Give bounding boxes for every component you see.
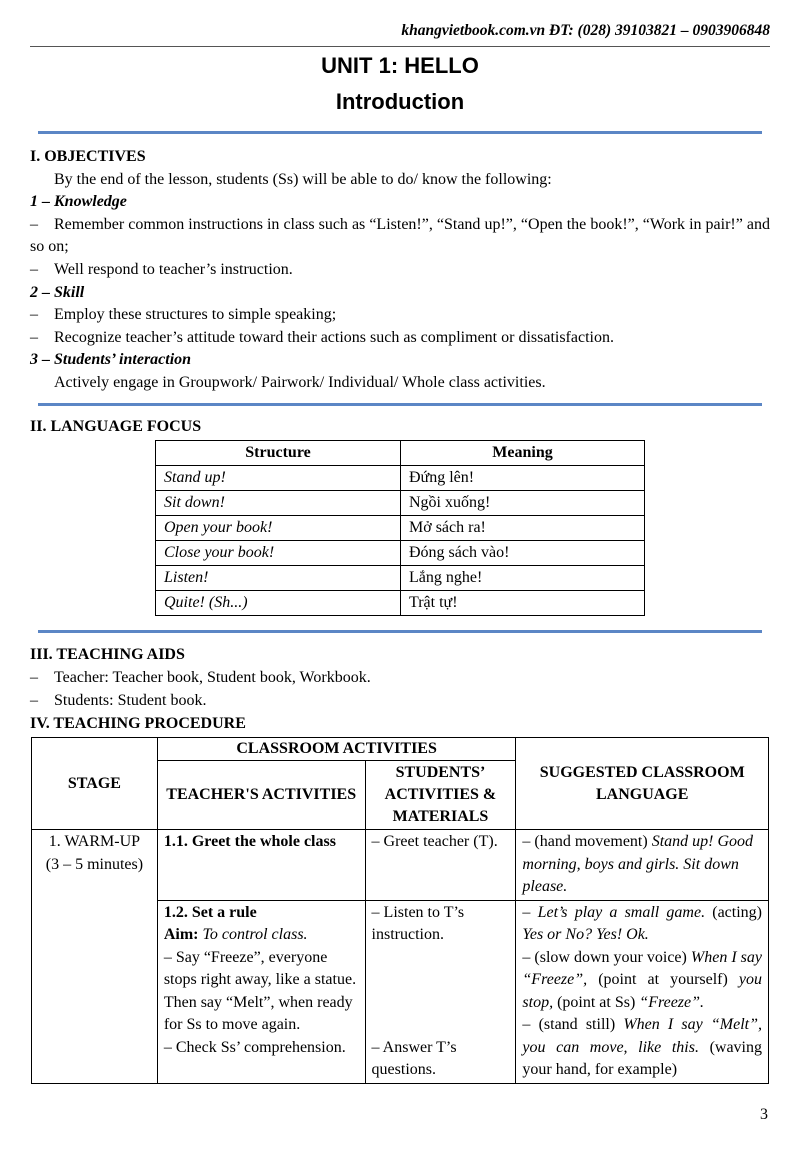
- column-header-structure: Structure: [156, 441, 401, 466]
- knowledge-item: – Well respond to teacher’s instruction.: [30, 261, 293, 278]
- page-subtitle: Introduction: [335, 89, 465, 114]
- column-header-stage: STAGE: [32, 738, 158, 830]
- meaning-cell: Trật tự!: [401, 591, 645, 616]
- meaning-cell: Đứng lên!: [401, 466, 645, 491]
- structure-cell: Open your book!: [156, 516, 401, 541]
- meaning-cell: Đóng sách vào!: [401, 541, 645, 566]
- meaning-cell: Ngồi xuống!: [401, 491, 645, 516]
- stage-cell: 1. WARM-UP (3 – 5 minutes): [32, 830, 158, 1084]
- section-divider: [38, 403, 762, 406]
- language-focus-heading: II. LANGUAGE FOCUS: [30, 418, 202, 435]
- teacher-activity-cell: 1.1. Greet the whole class: [157, 830, 365, 901]
- structure-cell: Listen!: [156, 566, 401, 591]
- knowledge-heading: 1 – Knowledge: [30, 193, 127, 210]
- skill-item: – Employ these structures to simple speaking;: [30, 306, 337, 323]
- meaning-cell: Mở sách ra!: [401, 516, 645, 541]
- table-row: [156, 541, 645, 566]
- page-header: khangvietbook.com.vn ĐT: (028) 39103821 – 0903906848: [401, 22, 770, 39]
- table-row: [156, 591, 645, 616]
- structure-cell: Quite! (Sh...): [156, 591, 401, 616]
- knowledge-item: – Remember common instructions in class such as “Listen!”, “Stand up!”, “Open the book!”, “Work in pair!” and so on;: [30, 216, 770, 255]
- student-activity-cell: – Listen to T’s instruction. – Answer T’s questions.: [365, 900, 516, 1083]
- table-row: [156, 516, 645, 541]
- language-cell: – (hand movement) Stand up! Good morning, boys and girls. Sit down please.: [516, 830, 769, 901]
- table-header-row: [156, 441, 645, 466]
- unit-title: UNIT 1: HELLO: [321, 53, 479, 78]
- language-cell: – Let’s play a small game. (acting) Yes or No? Yes! Ok. – (slow down your voice) When I say “Freeze”, (point at yourself) you stop, (point at Ss) “Freeze”. – (stand still) When I say “Melt”, you can move, like this. (waving your hand, for example): [516, 900, 769, 1083]
- procedure-heading: IV. TEACHING PROCEDURE: [30, 715, 246, 732]
- page-number: 3: [760, 1106, 768, 1123]
- header-divider: [30, 46, 770, 47]
- teaching-aid-item: – Teacher: Teacher book, Student book, Workbook.: [30, 669, 371, 686]
- table-row: [156, 491, 645, 516]
- structure-cell: Close your book!: [156, 541, 401, 566]
- skill-heading: 2 – Skill: [30, 284, 85, 301]
- student-activity-cell: – Greet teacher (T).: [365, 830, 516, 901]
- interaction-text: Actively engage in Groupwork/ Pairwork/ Individual/ Whole class activities.: [54, 374, 546, 391]
- table-row: [156, 566, 645, 591]
- teaching-aid-item: – Students: Student book.: [30, 692, 207, 709]
- section-divider: [38, 630, 762, 633]
- procedure-table: [31, 737, 769, 1084]
- section-divider: [38, 131, 762, 134]
- structure-cell: Sit down!: [156, 491, 401, 516]
- language-focus-table: [155, 440, 645, 616]
- meaning-cell: Lắng nghe!: [401, 566, 645, 591]
- table-row: [156, 466, 645, 491]
- objectives-intro: By the end of the lesson, students (Ss) will be able to do/ know the following:: [54, 171, 552, 188]
- skill-item: – Recognize teacher’s attitude toward their actions such as compliment or dissatisfaction.: [30, 329, 614, 346]
- column-header-students: STUDENTS’ ACTIVITIES & MATERIALS: [365, 761, 516, 830]
- column-header-teacher: TEACHER'S ACTIVITIES: [157, 761, 365, 830]
- table-row: [32, 830, 769, 901]
- interaction-heading: 3 – Students’ interaction: [30, 351, 192, 368]
- teacher-activity-cell: 1.2. Set a rule Aim: To control class. – Say “Freeze”, everyone stops right away, like a statue. Then say “Melt”, when ready for Ss to move again. – Check Ss’ comprehension.: [157, 900, 365, 1083]
- column-header-classroom-activities: CLASSROOM ACTIVITIES: [157, 738, 516, 761]
- teaching-aids-heading: III. TEACHING AIDS: [30, 646, 185, 663]
- objectives-heading: I. OBJECTIVES: [30, 148, 146, 165]
- column-header-meaning: Meaning: [401, 441, 645, 466]
- structure-cell: Stand up!: [156, 466, 401, 491]
- column-header-suggested-language: SUGGESTED CLASSROOM LANGUAGE: [516, 738, 769, 830]
